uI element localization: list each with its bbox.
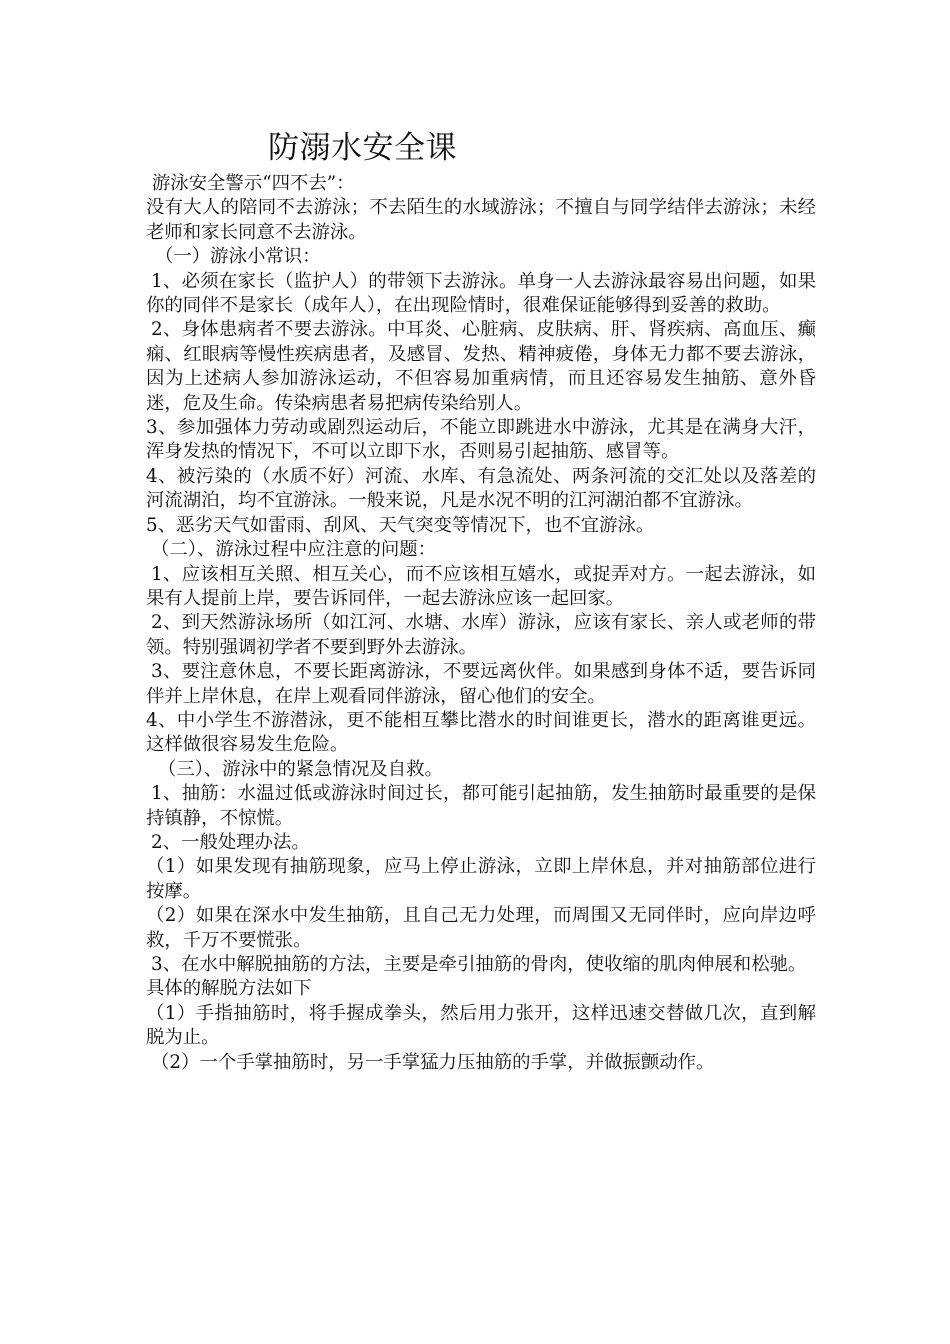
section-heading-1: （一）游泳小常识： [155, 246, 321, 268]
paragraph-warning-heading: 游泳安全警示“四不去”： [146, 173, 355, 194]
paragraph-cramp: 1、抽筋：水温过低或游泳时间过长，都可能引起抽筋，发生抽筋时最重要的是保持镇静，不惊慌。 [146, 783, 816, 829]
paragraph-care-1: 1、应该相互关照、相互关心，而不应该相互嬉水，或捉弄对方。一起去游泳，如果有人提前上岸，要告诉同伴，一起去游泳应该一起回家。 [146, 563, 816, 609]
paragraph-release: 3、在水中解脱抽筋的方法，主要是牵引抽筋的骨肉，使收缩的肌肉伸展和松驰。 [151, 954, 807, 975]
paragraph-method-2: （2）如果在深水中发生抽筋，且自己无力处理，而周围又无同伴时，应向岸边呼救，千万不要慌张。 [146, 905, 816, 951]
document-title: 防溺水安全课 [268, 130, 457, 166]
paragraph-general-method: 2、一般处理办法。 [151, 831, 310, 853]
paragraph-four-rules: 没有大人的陪同不去游泳；不去陌生的水域游泳；不擅自与同学结伴去游泳；未经老师和家长同意不去游泳。 [146, 197, 816, 243]
section-heading-3: （三）、游泳中的紧急情况及自救。 [152, 758, 443, 780]
section-heading-2: （二）、游泳过程中应注意的问题： [151, 539, 437, 561]
document-body [146, 172, 816, 1075]
paragraph-tip-1: 1、必须在家长（监护人）的带领下去游泳。单身一人去游泳最容易出问题，如果你的同伴不是家长（成年人），在出现险情时，很难保证能够得到妥善的救助。 [146, 270, 816, 317]
paragraph-care-3: 3、要注意休息，不要长距离游泳，不要远离伙伴。如果感到身体不适，要告诉同伴并上岸休息，在岸上观看同伴游泳，留心他们的安全。 [146, 661, 816, 707]
paragraph-tip-4: 4、被污染的（水质不好）河流、水库、有急流处、两条河流的交汇处以及落差的河流湖泊，均不宜游泳。一般来说，凡是水况不明的江河湖泊都不宜游泳。 [146, 465, 816, 512]
paragraph-care-4: 4、中小学生不游潜泳，更不能相互攀比潜水的时间谁更长，潜水的距离谁更远。这样做很容易发生危险。 [146, 709, 816, 756]
paragraph-tip-2: 2、身体患病者不要去游泳。中耳炎、心脏病、皮肤病、肝、肾疾病、高血压、癫痫、红眼病等慢性疾病患者，及感冒、发热、精神疲倦，身体无力都不要去游泳，因为上述病人参加游泳运动，不但容易加重病情，而且还容易发生抽筋、意外昏迷，危及生命。传染病患者易把病传染给别人。 [146, 319, 816, 414]
paragraph-release-1: （1）手指抽筋时，将手握成拳头，然后用力张开，这样迅速交替做几次，直到解脱为止。 [146, 1002, 816, 1049]
paragraph-care-2: 2、到天然游泳场所（如江河、水塘、水库）游泳，应该有家长、亲人或老师的带领。特别强调初学者不要到野外去游泳。 [146, 612, 816, 658]
paragraph-release-intro: 具体的解脱方法如下 [146, 978, 312, 1000]
paragraph-tip-5: 5、恶劣天气如雷雨、刮风、天气突变等情况下，也不宜游泳。 [146, 514, 655, 536]
paragraph-tip-3: 3、参加强体力劳动或剧烈运动后，不能立即跳进水中游泳，尤其是在满身大汗，浑身发热的情况下，不可以立即下水，否则易引起抽筋、感冒等。 [146, 417, 816, 463]
paragraph-release-2: （2）一个手掌抽筋时，另一手掌猛力压抽筋的手掌，并做振颤动作。 [151, 1051, 715, 1073]
paragraph-method-1: （1）如果发现有抽筋现象，应马上停止游泳，立即上岸休息，并对抽筋部位进行按摩。 [146, 856, 816, 902]
